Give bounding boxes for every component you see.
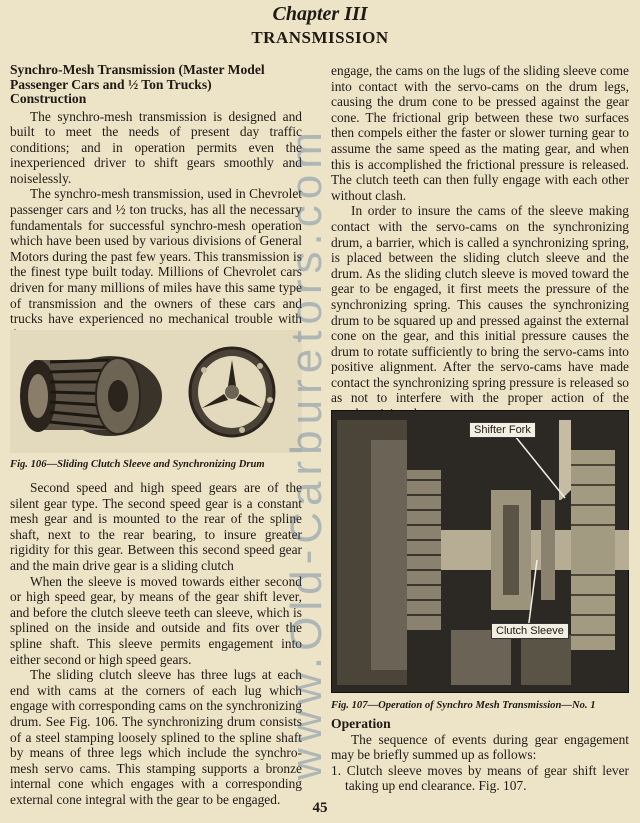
paragraph: The synchro-mesh transmission, used in Chevrolet passenger cars and ½ ton trucks, has all the necessary fundamentals for successful synchro-mesh operation which have been used by various divisions of General Motors during the past few years. This transmission is the finest type built today. Millions of Chevrolet cars driven for many millions of miles have this same type of transmission and the owners of these cars and trucks have experienced no mechanical trouble with	[10, 186, 302, 327]
left-column-upper	[10, 63, 302, 342]
callout-clutch-sleeve: Clutch Sleeve	[491, 623, 569, 639]
sliding-clutch-sleeve-shape	[20, 356, 162, 436]
paragraph: When the sleeve is moved towards either second or high speed gear, by means of the gear shift lever, and before the clutch sleeve teeth can sleeve, which is splined on the inside and outside and fits over the spline shaft. This sleeve permits engagement into either second or high speed gears.	[10, 573, 302, 667]
transmission-cutaway-illustration	[331, 410, 629, 693]
heading-line-2: Passenger Cars and ½ Ton Trucks)	[10, 76, 212, 92]
page-number: 45	[312, 800, 328, 816]
synchronizing-drum-shape	[190, 348, 274, 436]
paragraph: engage, the cams on the lugs of the sliding sleeve come into contact with the servo-cams on the drum legs, causing the drum cone to be pressed against the gear cone. The frictional grip between these two surfaces then compels either the faster or slower turning gear to assume the same speed as the mating gear, and when this is accomplished the frictional pressure is released. The clutch teeth can then fully engage with each other without clash.	[331, 63, 629, 203]
figure-107-illustration	[331, 410, 629, 693]
operation-list	[331, 763, 629, 794]
paragraph: Second speed and high speed gears are of the silent gear type. The second speed gear is a constant mesh gear and is mounted to the rear of the spline shaft, next to the rear bearing, to insure greater rigidity for this gear. Between this second speed gear and the main drive gear is a sliding clutch	[10, 480, 302, 573]
paragraph: The sequence of events during gear engagement may be briefly summed up as follows:	[331, 731, 629, 763]
figure-107-caption: Fig. 107—Operation of Synchro Mesh Transmission—No. 1	[331, 700, 596, 711]
paragraph: The sliding clutch sleeve has three lugs at each end with cams at the corners of each lug which engage with corresponding cams on the synchronizing drum. See Fig. 106. The synchronizing drum consists of a steel stamping loosely splined to the spline shaft by means of three legs which include the synchro-mesh servo cams. This stamping supports a bronze internal cone which engages with a corresponding external cone integral with the gear to be engaged.	[10, 667, 302, 807]
figure-106-photo	[10, 330, 302, 453]
heading-line-1: Synchro-Mesh Transmission (Master Model	[10, 62, 265, 77]
right-column-lower	[331, 717, 629, 794]
figure-106-caption: Fig. 106—Sliding Clutch Sleeve and Synchronizing Drum	[10, 459, 265, 470]
right-column-upper	[331, 63, 629, 422]
paragraph: The synchro-mesh transmission is designed and built to meet the needs of present day traffic conditions; and in operation permits even the inexperienced driver to shift gears smoothly and noiselessly.	[10, 108, 302, 186]
operation-heading: Operation	[331, 716, 391, 731]
left-column-lower	[10, 480, 302, 807]
gear-sleeve-and-drum-illustration	[10, 330, 302, 453]
section-title: TRANSMISSION	[251, 28, 389, 47]
chapter-title: Chapter III	[272, 3, 368, 25]
watermark: www.Old-Carburetors.com	[282, 126, 331, 780]
heading-construction: Construction	[10, 91, 87, 106]
list-item: 1. Clutch sleeve moves by means of gear shift lever taking up end clearance. Fig. 107.	[331, 762, 629, 794]
callout-shifter-fork: Shifter Fork	[469, 422, 536, 438]
paragraph: In order to insure the cams of the sleeve making contact with the servo-cams on the synchronizing drum, a barrier, which is called a synchronizing spring, is placed between the sliding clutch sleeve and the drum. As the sliding clutch sleeve is moved toward the gear to be engaged, it first meets the pressure of the synchronizing spring. This causes the synchronizing drum to be squared up and pressed against the external cone on the gear, and this initial pressure causes the drum to rotate sufficiently to bring the servo-cams into positive alignment. After the servo-cams have made contact the synchronizing spring pressure is released so as not to interfere with the proper action of the	[331, 203, 629, 406]
